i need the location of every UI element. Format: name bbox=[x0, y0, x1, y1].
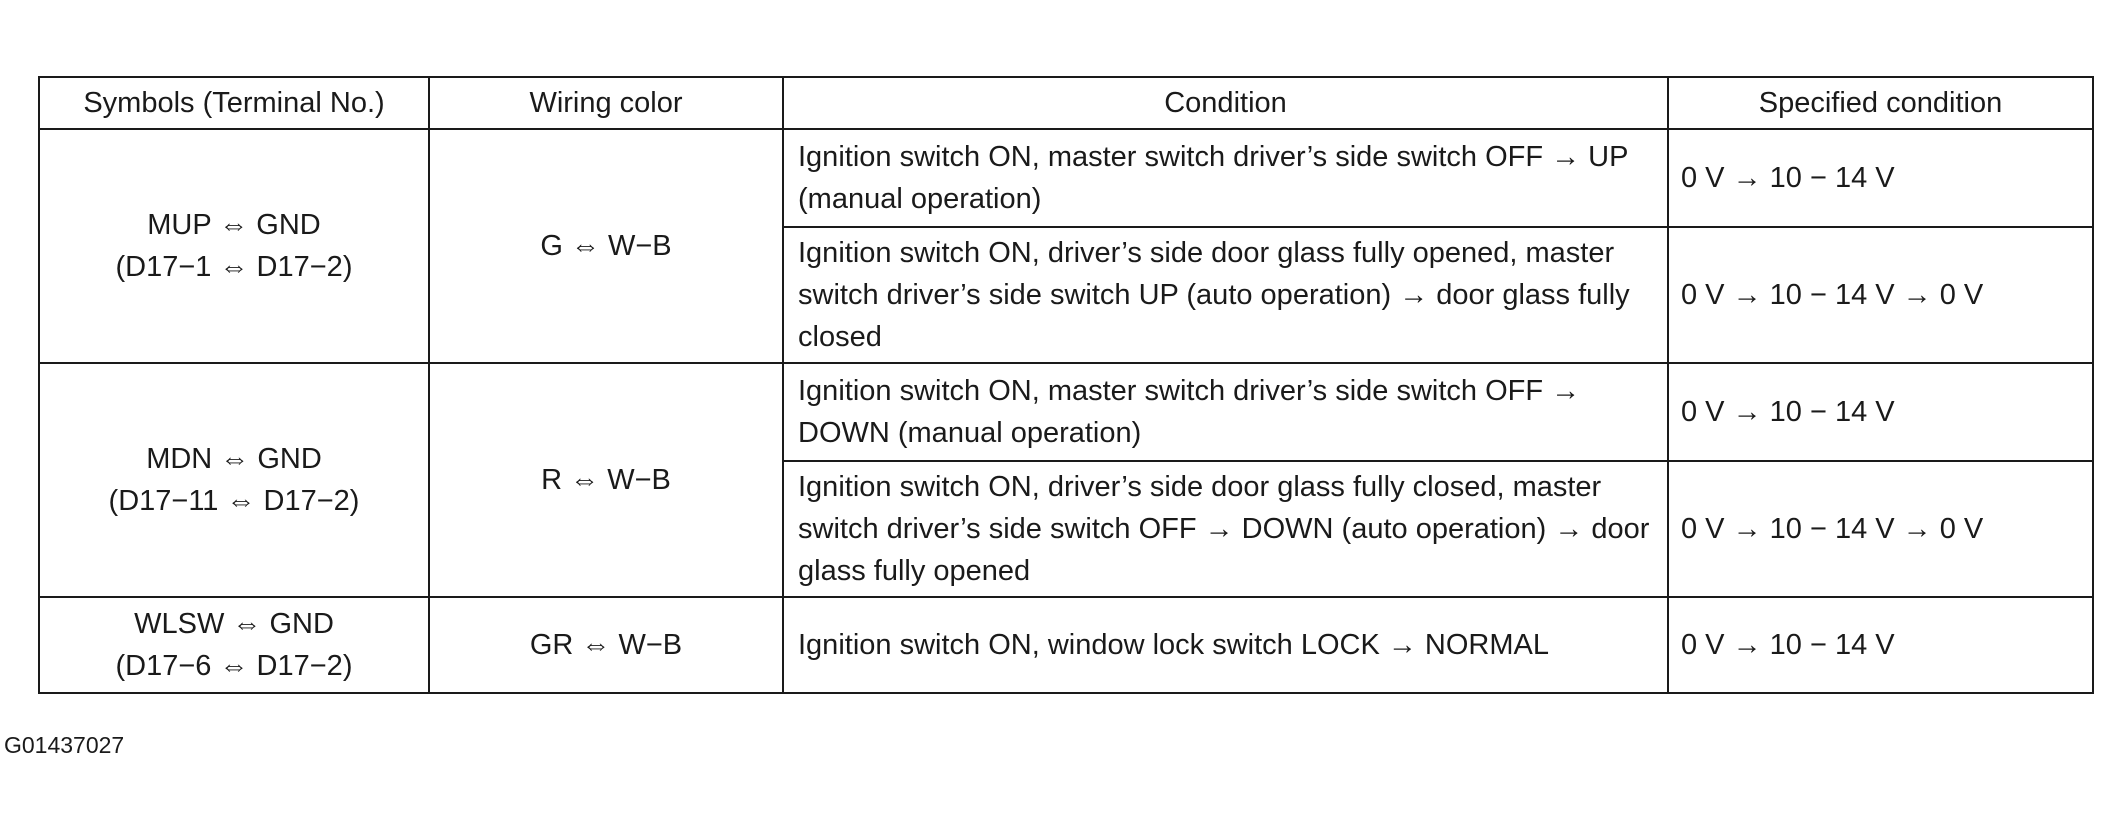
table-row bbox=[39, 129, 2093, 227]
terminal-label: (D17−11 ⇔ D17−2) bbox=[108, 485, 360, 517]
table-row bbox=[39, 597, 2093, 693]
specified-condition-cell: 0 V → 10 − 14 V bbox=[1668, 129, 2093, 227]
specified-condition-cell: 0 V → 10 − 14 V → 0 V bbox=[1668, 461, 2093, 597]
header-row bbox=[39, 77, 2093, 129]
terminal-voltage-table bbox=[38, 76, 2094, 694]
specified-condition-cell: 0 V → 10 − 14 V bbox=[1668, 363, 2093, 461]
header-condition: Condition bbox=[783, 77, 1668, 129]
header-symbols: Symbols (Terminal No.) bbox=[39, 77, 429, 129]
condition-cell: Ignition switch ON, master switch driver’s side switch OFF → UP (manual operation) bbox=[783, 129, 1668, 227]
symbol-label: MUP ⇔ GND bbox=[147, 209, 321, 241]
symbol-cell-mup bbox=[39, 129, 429, 363]
wiring-color-cell: R ⇔ W−B bbox=[429, 363, 783, 597]
condition-cell: Ignition switch ON, driver’s side door glass fully closed, master switch driver’s side switch OFF → DOWN (auto operation) → door glass fully opened bbox=[783, 461, 1668, 597]
wiring-color-cell: GR ⇔ W−B bbox=[429, 597, 783, 693]
condition-cell: Ignition switch ON, master switch driver’s side switch OFF → DOWN (manual operation) bbox=[783, 363, 1668, 461]
condition-cell: Ignition switch ON, window lock switch LOCK → NORMAL bbox=[783, 597, 1668, 693]
condition-cell: Ignition switch ON, driver’s side door glass fully opened, master switch driver’s side switch UP (auto operation) → door glass fully closed bbox=[783, 227, 1668, 363]
terminal-label: (D17−1 ⇔ D17−2) bbox=[115, 251, 353, 283]
specified-condition-cell: 0 V → 10 − 14 V bbox=[1668, 597, 2093, 693]
figure-id: G01437027 bbox=[4, 732, 125, 758]
header-specified-condition: Specified condition bbox=[1668, 77, 2093, 129]
symbol-label: WLSW ⇔ GND bbox=[134, 608, 334, 640]
wiring-color-cell: G ⇔ W−B bbox=[429, 129, 783, 363]
terminal-label: (D17−6 ⇔ D17−2) bbox=[115, 650, 353, 682]
table-row bbox=[39, 363, 2093, 461]
symbol-label: MDN ⇔ GND bbox=[146, 443, 322, 475]
header-wiring-color: Wiring color bbox=[429, 77, 783, 129]
symbol-cell-mdn bbox=[39, 363, 429, 597]
symbol-cell-wlsw bbox=[39, 597, 429, 693]
specified-condition-cell: 0 V → 10 − 14 V → 0 V bbox=[1668, 227, 2093, 363]
